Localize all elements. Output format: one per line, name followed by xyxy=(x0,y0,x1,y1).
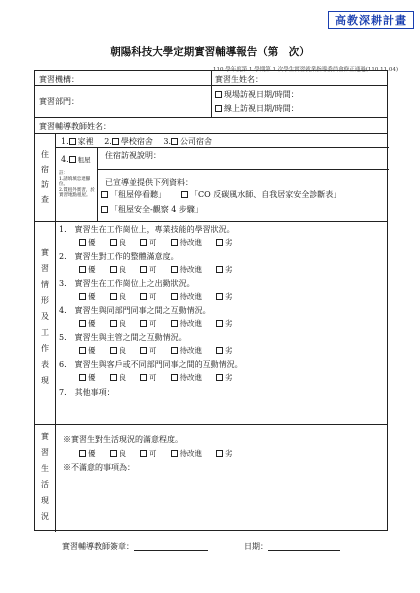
rating-label: 優 xyxy=(88,319,96,328)
row-divider xyxy=(35,221,387,222)
rating-label: 劣 xyxy=(225,319,233,328)
rating-label: 良 xyxy=(118,265,126,274)
company-dorm-label: 公司宿舍 xyxy=(180,137,213,146)
rating-label: 良 xyxy=(118,449,126,458)
rating-label: 劣 xyxy=(225,346,233,355)
rating-3 xyxy=(79,291,247,302)
signature-line xyxy=(134,550,208,551)
onsite-label: 現場訪視日期/時間： xyxy=(224,90,299,99)
question-number: 3. xyxy=(59,279,67,288)
rating-poor-checkbox[interactable] xyxy=(216,374,223,381)
rating-label: 可 xyxy=(149,292,157,301)
life-label-char: 現 xyxy=(41,496,49,505)
option-number: 1. xyxy=(61,137,69,146)
rating-poor-checkbox[interactable] xyxy=(216,320,223,327)
rating-2 xyxy=(79,264,247,275)
life-label-char: 習 xyxy=(41,448,49,457)
option-number: 4. xyxy=(61,155,69,164)
rating-label: 劣 xyxy=(225,373,233,382)
dept-field[interactable]: 實習部門： xyxy=(39,97,79,106)
teacher-signature[interactable] xyxy=(62,541,208,552)
rating-label: 可 xyxy=(149,265,157,274)
rating-label: 可 xyxy=(149,238,157,247)
rating-good-checkbox[interactable] xyxy=(110,374,117,381)
question-3 xyxy=(59,278,195,289)
signature-date[interactable] xyxy=(244,541,340,552)
material-doc-2[interactable] xyxy=(181,189,341,200)
housing-notes xyxy=(59,171,95,199)
internship-label-char: 及 xyxy=(41,312,49,321)
note-line: 註： xyxy=(59,171,68,176)
rating-excellent-checkbox[interactable] xyxy=(79,266,86,273)
option-number: 2. xyxy=(104,137,112,146)
life-label-char: 活 xyxy=(41,480,49,489)
rating-good-checkbox[interactable] xyxy=(110,347,117,354)
doc1-checkbox[interactable] xyxy=(101,191,108,198)
internship-label-char: 習 xyxy=(41,264,49,273)
housing-label-char: 宿 xyxy=(41,165,49,174)
rating-fair-checkbox[interactable] xyxy=(140,320,147,327)
onsite-checkbox[interactable] xyxy=(215,91,222,98)
housing-label-char: 訪 xyxy=(41,180,49,189)
rating-label: 優 xyxy=(88,449,96,458)
rating-label: 優 xyxy=(88,265,96,274)
company-dorm-checkbox[interactable] xyxy=(171,138,178,145)
rating-excellent-checkbox[interactable] xyxy=(79,239,86,246)
revision-note: 110 學年度第 1 學期第 1 次學生實習就業指導委員會修正通過(110.11.04) xyxy=(212,67,398,73)
question-text: 實習生與客戶或不同部門同事之間的互動情況。 xyxy=(74,360,243,369)
rating-fair-checkbox[interactable] xyxy=(140,347,147,354)
question-7[interactable] xyxy=(59,387,115,398)
rating-1 xyxy=(79,237,247,248)
rating-good-checkbox[interactable] xyxy=(110,266,117,273)
rating-improve-checkbox[interactable] xyxy=(171,266,178,273)
rating-label: 劣 xyxy=(225,449,233,458)
rating-label: 待改進 xyxy=(179,373,202,382)
rating-label: 待改進 xyxy=(179,265,202,274)
home-checkbox[interactable] xyxy=(69,138,76,145)
col-divider xyxy=(55,133,56,532)
school-dorm-checkbox[interactable] xyxy=(112,138,119,145)
doc3-checkbox[interactable] xyxy=(101,206,108,213)
rating-label: 可 xyxy=(149,319,157,328)
doc3-label: 「租屋安全-觀察 4 步驟」 xyxy=(110,205,203,214)
life-satisfaction-question: ※實習生對生活現況的滿意程度。 xyxy=(63,435,183,444)
rating-label: 劣 xyxy=(225,292,233,301)
question-text: 實習生在工作崗位上，專業技能的學習狀況。 xyxy=(74,225,235,234)
housing-label xyxy=(38,151,52,204)
rating-improve-checkbox[interactable] xyxy=(171,374,178,381)
rating-poor-checkbox[interactable] xyxy=(216,266,223,273)
rating-label: 可 xyxy=(149,373,157,382)
rating-fair-checkbox[interactable] xyxy=(140,293,147,300)
online-checkbox[interactable] xyxy=(215,105,222,112)
rent-checkbox[interactable] xyxy=(69,156,76,163)
question-4 xyxy=(59,305,211,316)
rating-label: 待改進 xyxy=(179,346,202,355)
question-text: 實習生與同部門同事之間之互動情況。 xyxy=(74,306,211,315)
page-title: 朝陽科技大學定期實習輔導報告（第 次） xyxy=(110,46,310,58)
rating-label: 良 xyxy=(118,292,126,301)
rating-good-checkbox[interactable] xyxy=(110,239,117,246)
life-label xyxy=(38,433,52,521)
row-divider xyxy=(97,169,389,170)
rating-poor-checkbox[interactable] xyxy=(216,347,223,354)
rating-good-checkbox[interactable] xyxy=(110,450,117,457)
question-number: 2. xyxy=(59,252,67,261)
life-label-char: 生 xyxy=(41,464,49,473)
life-label-char: 實 xyxy=(41,432,49,441)
rating-good-checkbox[interactable] xyxy=(110,293,117,300)
rating-fair-checkbox[interactable] xyxy=(140,266,147,273)
rating-excellent-checkbox[interactable] xyxy=(79,347,86,354)
option-number: 3. xyxy=(163,137,172,146)
onsite-visit-field[interactable] xyxy=(215,89,299,100)
org-field[interactable]: 實習機構： xyxy=(39,75,79,84)
internship-label xyxy=(38,249,52,385)
internship-label-char: 實 xyxy=(41,248,49,257)
row-divider xyxy=(55,147,389,148)
question-number: 5. xyxy=(59,333,67,342)
question-number: 6. xyxy=(59,360,67,369)
rating-excellent-checkbox[interactable] xyxy=(79,374,86,381)
rating-label: 良 xyxy=(118,238,126,247)
question-text: 實習生與主管之間之互動情況。 xyxy=(74,333,187,342)
question-number: 4. xyxy=(59,306,67,315)
grant-stamp: 高教深耕計畫 xyxy=(328,11,414,29)
row-divider xyxy=(35,424,387,425)
rating-5 xyxy=(79,345,247,356)
school-dorm-label: 學校宿舍 xyxy=(120,137,153,146)
rating-poor-checkbox[interactable] xyxy=(216,239,223,246)
rating-fair-checkbox[interactable] xyxy=(140,374,147,381)
rating-good-checkbox[interactable] xyxy=(110,320,117,327)
question-2 xyxy=(59,251,179,262)
rating-label: 優 xyxy=(88,346,96,355)
rating-label: 良 xyxy=(118,346,126,355)
rating-label: 優 xyxy=(88,373,96,382)
rating-improve-checkbox[interactable] xyxy=(171,347,178,354)
report-form xyxy=(34,70,388,531)
rent-label: 租屋 xyxy=(77,156,91,164)
rating-fair-checkbox[interactable] xyxy=(140,450,147,457)
rating-label: 待改進 xyxy=(179,449,202,458)
note-line: 2.賃租外實習，於實習地點租屋。 xyxy=(59,187,95,198)
rating-label: 可 xyxy=(149,346,157,355)
signature-label: 實習輔導教師簽章： xyxy=(62,542,134,551)
row-divider xyxy=(35,133,387,134)
internship-label-char: 表 xyxy=(41,360,49,369)
student-name-field[interactable]: 實習生姓名： xyxy=(215,75,263,84)
col-divider xyxy=(211,71,212,117)
material-doc-3[interactable] xyxy=(101,204,203,215)
internship-label-char: 工 xyxy=(41,328,49,337)
doc2-checkbox[interactable] xyxy=(181,191,188,198)
rating-label: 優 xyxy=(88,292,96,301)
online-visit-field[interactable] xyxy=(215,103,299,114)
rating-label: 良 xyxy=(118,373,126,382)
dissatisfaction-field[interactable]: ※不滿意的事項為： xyxy=(63,463,135,472)
rating-label: 可 xyxy=(149,449,157,458)
doc1-label: 「租屋停看聽」 xyxy=(110,190,166,199)
question-number: 7. xyxy=(59,388,67,397)
rating-label: 待改進 xyxy=(179,319,202,328)
housing-label-char: 住 xyxy=(41,150,49,159)
life-rating xyxy=(79,448,247,459)
question-text: 實習生在工作崗位上之出勤狀況。 xyxy=(74,279,195,288)
row-divider xyxy=(35,117,387,118)
rating-label: 劣 xyxy=(225,238,233,247)
home-label: 家裡 xyxy=(77,137,94,146)
internship-label-char: 作 xyxy=(41,344,49,353)
online-label: 線上訪視日期/時間： xyxy=(224,104,299,113)
col-divider xyxy=(97,147,98,221)
date-line xyxy=(268,550,340,551)
date-label: 日期： xyxy=(244,542,268,551)
rating-excellent-checkbox[interactable] xyxy=(79,293,86,300)
rating-label: 劣 xyxy=(225,265,233,274)
internship-label-char: 情 xyxy=(41,280,49,289)
rating-label: 待改進 xyxy=(179,238,202,247)
rating-improve-checkbox[interactable] xyxy=(171,320,178,327)
question-5 xyxy=(59,332,187,343)
housing-options xyxy=(61,136,212,147)
rating-improve-checkbox[interactable] xyxy=(171,450,178,457)
question-number: 1. xyxy=(59,225,67,234)
rating-6 xyxy=(79,372,247,383)
rating-improve-checkbox[interactable] xyxy=(171,239,178,246)
life-label-char: 況 xyxy=(41,512,49,521)
question-text: 實習生對工作的整體滿意度。 xyxy=(74,252,179,261)
rent-option xyxy=(61,155,91,164)
rating-fair-checkbox[interactable] xyxy=(140,239,147,246)
question-1 xyxy=(59,224,235,235)
internship-label-char: 形 xyxy=(41,296,49,305)
doc2-label: 「CO 反碳風水師、自我居家安全診斷表」 xyxy=(190,190,342,199)
rating-improve-checkbox[interactable] xyxy=(171,293,178,300)
teacher-name-field[interactable]: 實習輔導教師姓名： xyxy=(39,122,111,131)
internship-label-char: 現 xyxy=(41,376,49,385)
note-line: 1.請填填忠達腳位。 xyxy=(59,176,91,187)
other-matters-label: 其他事項： xyxy=(74,388,115,397)
rating-excellent-checkbox[interactable] xyxy=(79,450,86,457)
material-doc-1[interactable] xyxy=(101,189,166,200)
rating-label: 良 xyxy=(118,319,126,328)
rating-excellent-checkbox[interactable] xyxy=(79,320,86,327)
provided-materials-label: 已宣導並提供下列資料： xyxy=(105,178,193,187)
rating-poor-checkbox[interactable] xyxy=(216,450,223,457)
rating-label: 待改進 xyxy=(179,292,202,301)
housing-description[interactable]: 住宿訪視說明： xyxy=(105,151,161,160)
rating-4 xyxy=(79,318,247,329)
question-6 xyxy=(59,359,243,370)
housing-label-char: 查 xyxy=(41,195,49,204)
rating-poor-checkbox[interactable] xyxy=(216,293,223,300)
rating-label: 優 xyxy=(88,238,96,247)
